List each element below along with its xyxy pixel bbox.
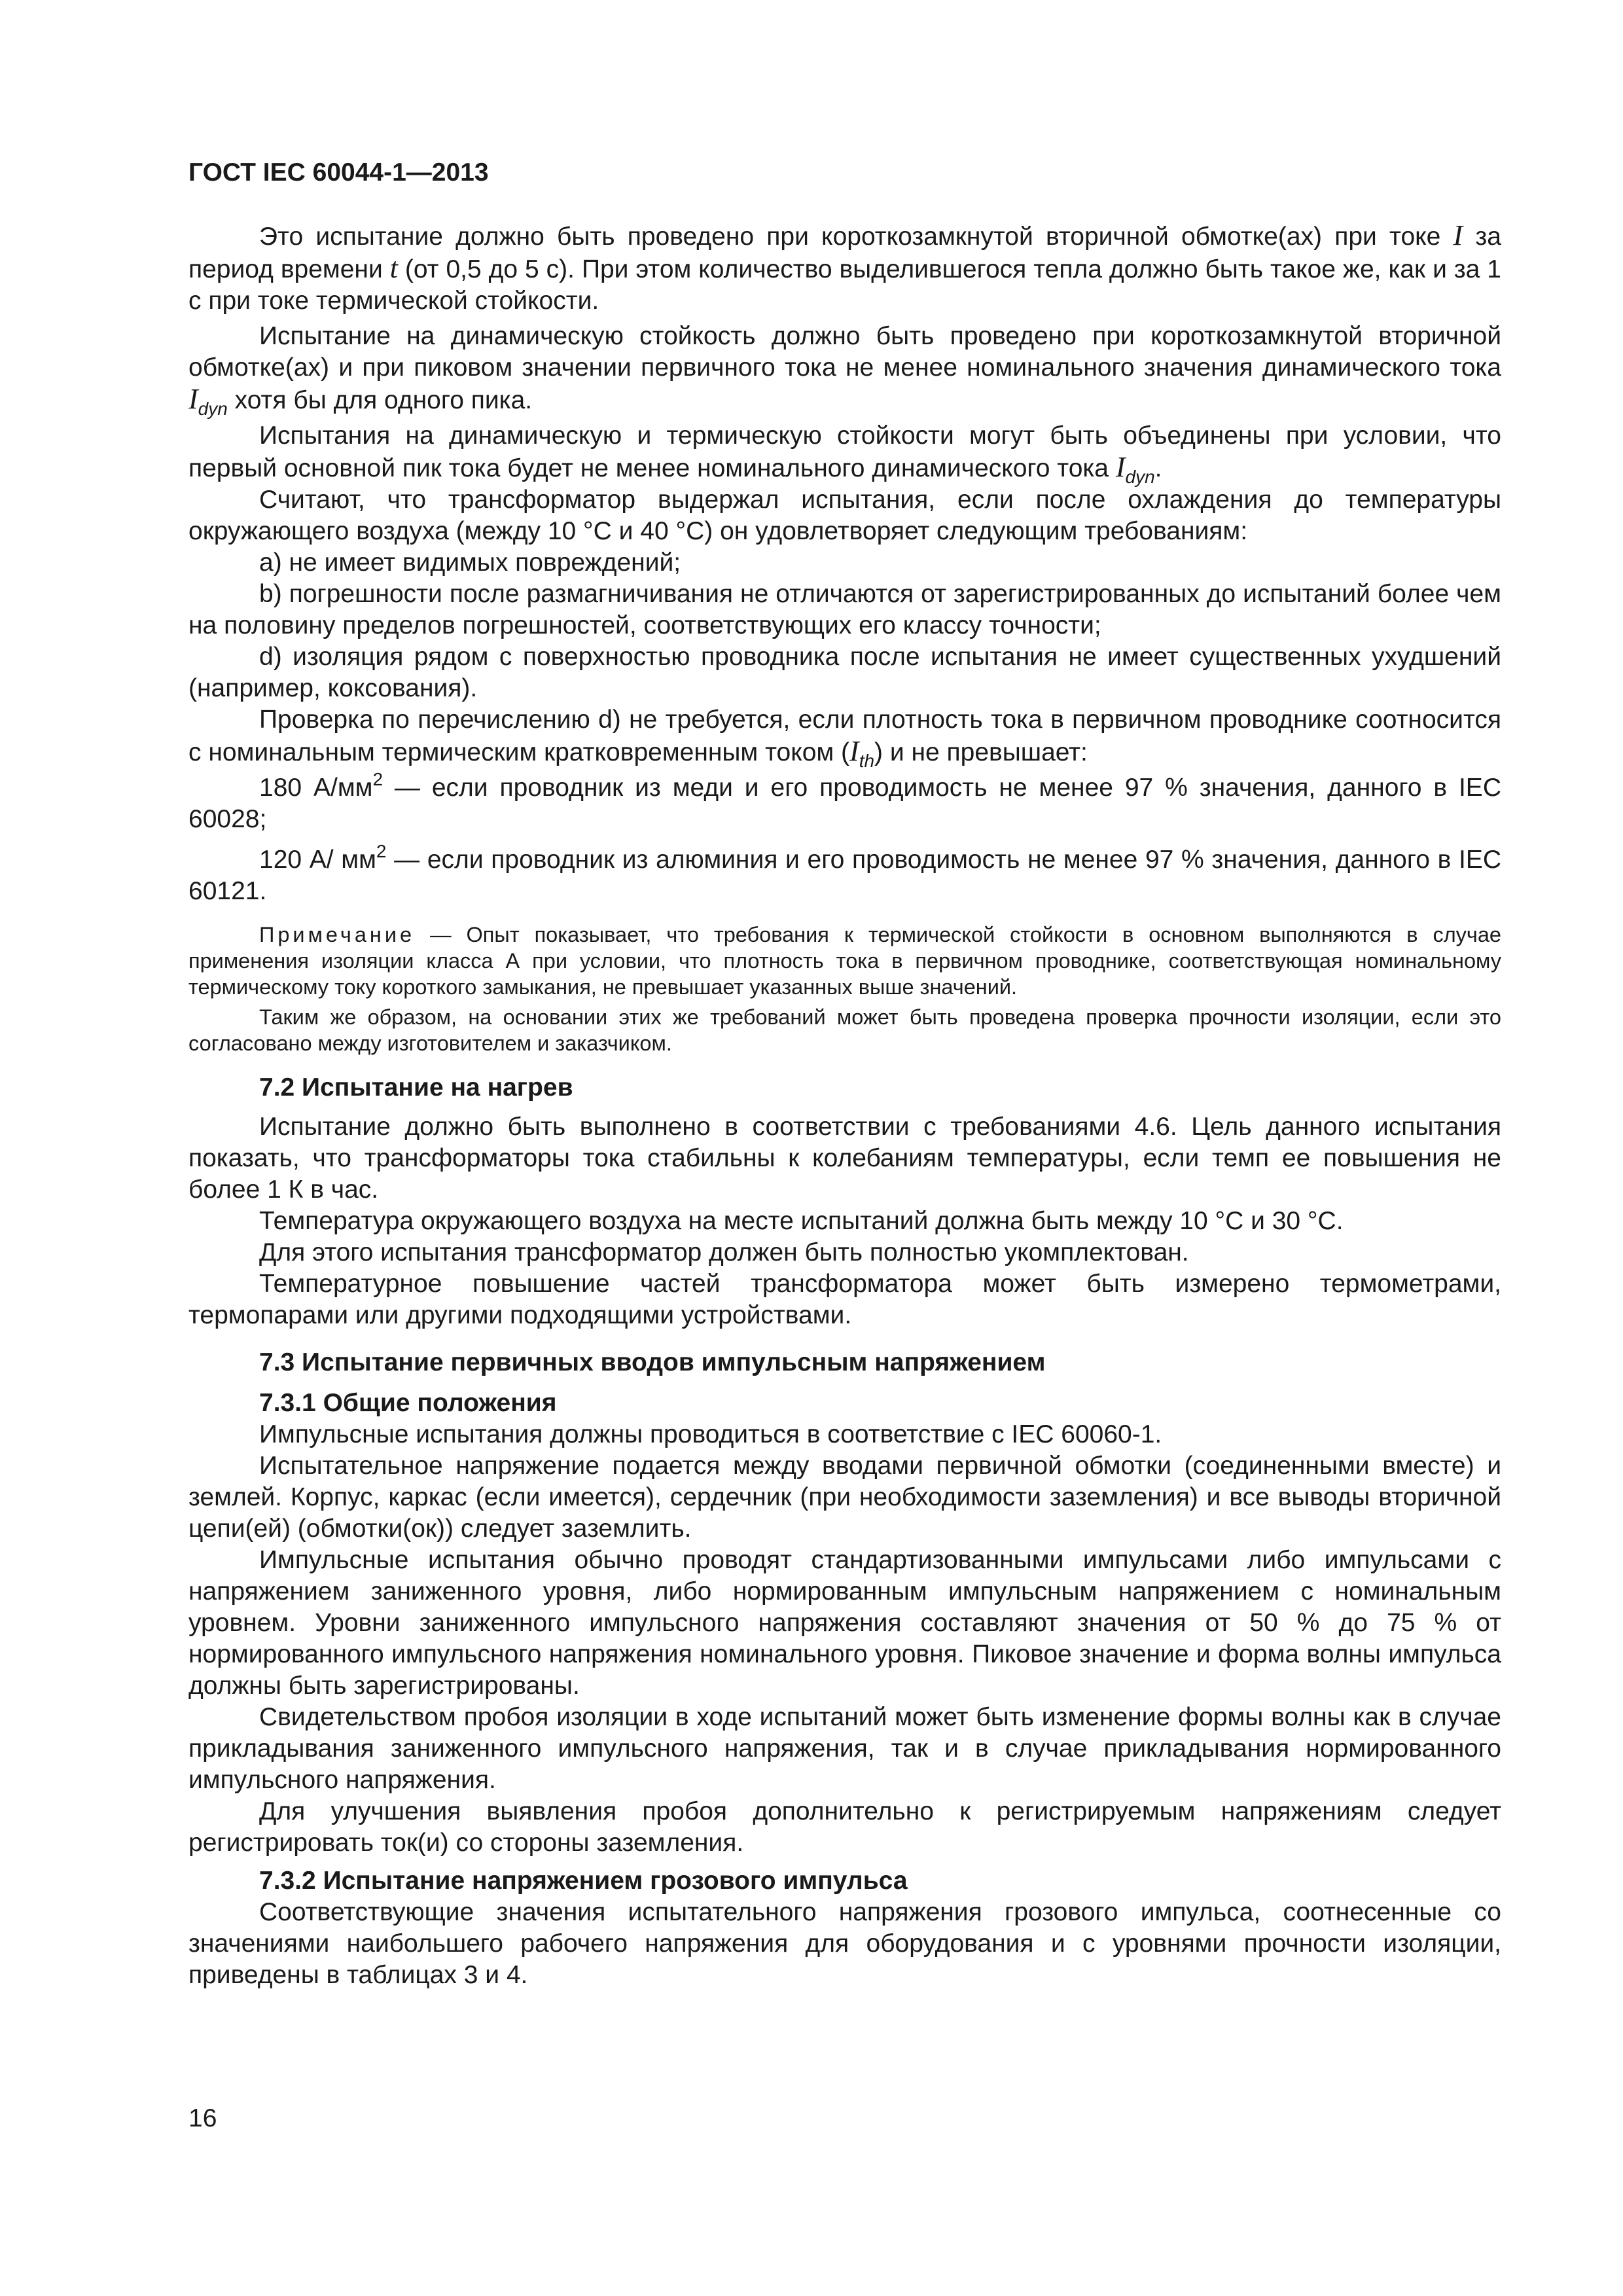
variable-Idyn: I: [1115, 451, 1126, 483]
note-label: Примечание: [259, 923, 416, 946]
page-number: 16: [188, 2104, 217, 2132]
section-7-2-paragraph: Температурное повышение частей трансформатора может быть измерено термометрами, термопарами или другими подходящими устройствами.: [188, 1270, 1501, 1329]
section-7-2-paragraph: Испытание должно быть выполнено в соответствии с требованиями 4.6. Цель данного испытания показать, что трансформаторы тока стабильны к колебаниям температуры, если темп ее повышения не более 1 К в час.: [188, 1113, 1501, 1204]
section-7-3-1-paragraph: Импульсные испытания должны проводиться в соответствие с IEC 60060-1.: [259, 1420, 1162, 1448]
section-7-3-1-paragraph: Свидетельством пробоя изоляции в ходе испытаний может быть изменение формы волны как в случае прикладывания заниженного импульсного напряжения, так и в случае прикладывания нормированного импульсного напряжения.: [188, 1703, 1501, 1794]
section-7-3-2-paragraph: Соответствующие значения испытательного напряжения грозового импульса, соотнесенные со значениями наибольшего рабочего напряжения для оборудования и с уровнями прочности изоляции, приведены в таблицах 3 и 4.: [188, 1898, 1501, 1989]
variable-t: t: [389, 252, 398, 284]
paragraph-dynamic-test: Испытание на динамическую стойкость должно быть проведено при короткозамкнутой вторичной обмотке(ах) и при пиковом значении первичного тока не менее номинального значения динамического тока $I_{dyn}$ хотя бы для одного пика.: [188, 322, 1501, 419]
section-7-2-paragraph: Для этого испытания трансформатор должен быть полностью укомплектован.: [259, 1238, 1189, 1266]
section-7-3-1-paragraph: Испытательное напряжение подается между вводами первичной обмотки (соединенными вместе) и землей. Корпус, каркас (если имеется), сердечник (при необходимости заземления) и все выводы вторичной цепи(ей) (обмотки(ок)) следует заземлить.: [188, 1452, 1501, 1543]
note-continuation: Таким же образом, на основании этих же требований может быть проведена проверка прочности изоляции, если это согласовано между изготовителем и заказчиком.: [188, 1005, 1501, 1055]
paragraph-thermal-test: Это испытание должно быть проведено при короткозамкнутой вторичной обмотке(ах) при токе I за период времени t (от 0,5 до 5 с). При этом количество выделившегося тепла должно быть такое же, как и за 1 с при токе термической стойкости.: [188, 219, 1501, 315]
paragraph-combined-test: Испытания на динамическую и термическую стойкости могут быть объединены при условии, что первый основной пик тока будет не менее номинального динамического тока $I_{dyn}$.: [188, 422, 1501, 487]
list-item-b: b) погрешности после размагничивания не отличаются от зарегистрированных до испытаний более чем на половину пределов погрешностей, соответствующих его классу точности;: [188, 580, 1501, 639]
section-7-2-paragraph: Температура окружающего воздуха на месте испытаний должна быть между 10 °С и 30 °С.: [259, 1207, 1344, 1235]
list-item-d: d) изоляция рядом с поверхностью проводника после испытания не имеет существенных ухудшений (например, коксования).: [188, 643, 1501, 702]
section-7-3-1-paragraph: Для улучшения выявления пробоя дополнительно к регистрируемым напряжениям следует регистрировать ток(и) со стороны заземления.: [188, 1797, 1501, 1857]
section-7-3-1-title: 7.3.1 Общие положения: [259, 1389, 557, 1417]
variable-Idyn: I: [188, 383, 198, 415]
section-7-3-title: 7.3 Испытание первичных вводов импульсным напряжением: [259, 1348, 1046, 1376]
variable-I: I: [1453, 219, 1463, 251]
section-7-2-title: 7.2 Испытание на нагрев: [259, 1073, 573, 1102]
section-7-3-1-paragraph: Импульсные испытания обычно проводят стандартизованными импульсами либо импульсами с напряжением заниженного уровня, либо нормированным импульсным напряжением с номинальным уровнем. Уровни заниженного импульсного напряжения составляют значения от 50 % до 75 % от нормированного импульсного напряжения номинального уровня. Пиковое значение и форма волны импульса должны быть зарегистрированы.: [188, 1546, 1501, 1700]
paragraph-aluminium-limit: 120 А/ $мм^2$ — если проводник из алюминия и его проводимость не менее 97 % значения, данного в IEC 60121.: [188, 841, 1501, 905]
variable-Ith: I: [849, 735, 859, 767]
note: Примечание — Опыт показывает, что требования к термической стойкости в основном выполняются в случае применения изоляции класса А при условии, что плотность тока в первичном проводнике, соответствующая номинальному термическому току короткого замыкания, не превышает указанных выше значений.: [188, 923, 1501, 999]
paragraph-check-d: Проверка по перечислению d) не требуется, если плотность тока в первичном проводнике соотносится с номинальным термическим кратковременным током $(I_{th})$ и не превышает:: [188, 706, 1501, 771]
section-7-3-2-title: 7.3.2 Испытание напряжением грозового импульса: [259, 1867, 908, 1895]
document-page: [188, 157, 1501, 1991]
paragraph-pass-criteria: Считают, что трансформатор выдержал испытания, если после охлаждения до температуры окружающего воздуха (между 10 °С и 40 °С) он удовлетворяет следующим требованиям:: [188, 486, 1501, 545]
paragraph-copper-limit: 180 $А/мм^2$ — если проводник из меди и его проводимость не менее 97 % значения, данного в IEC 60028;: [188, 769, 1501, 833]
list-item-a: a) не имеет видимых повреждений;: [259, 548, 681, 577]
document-header: ГОСТ IEC 60044-1—2013: [188, 158, 489, 187]
